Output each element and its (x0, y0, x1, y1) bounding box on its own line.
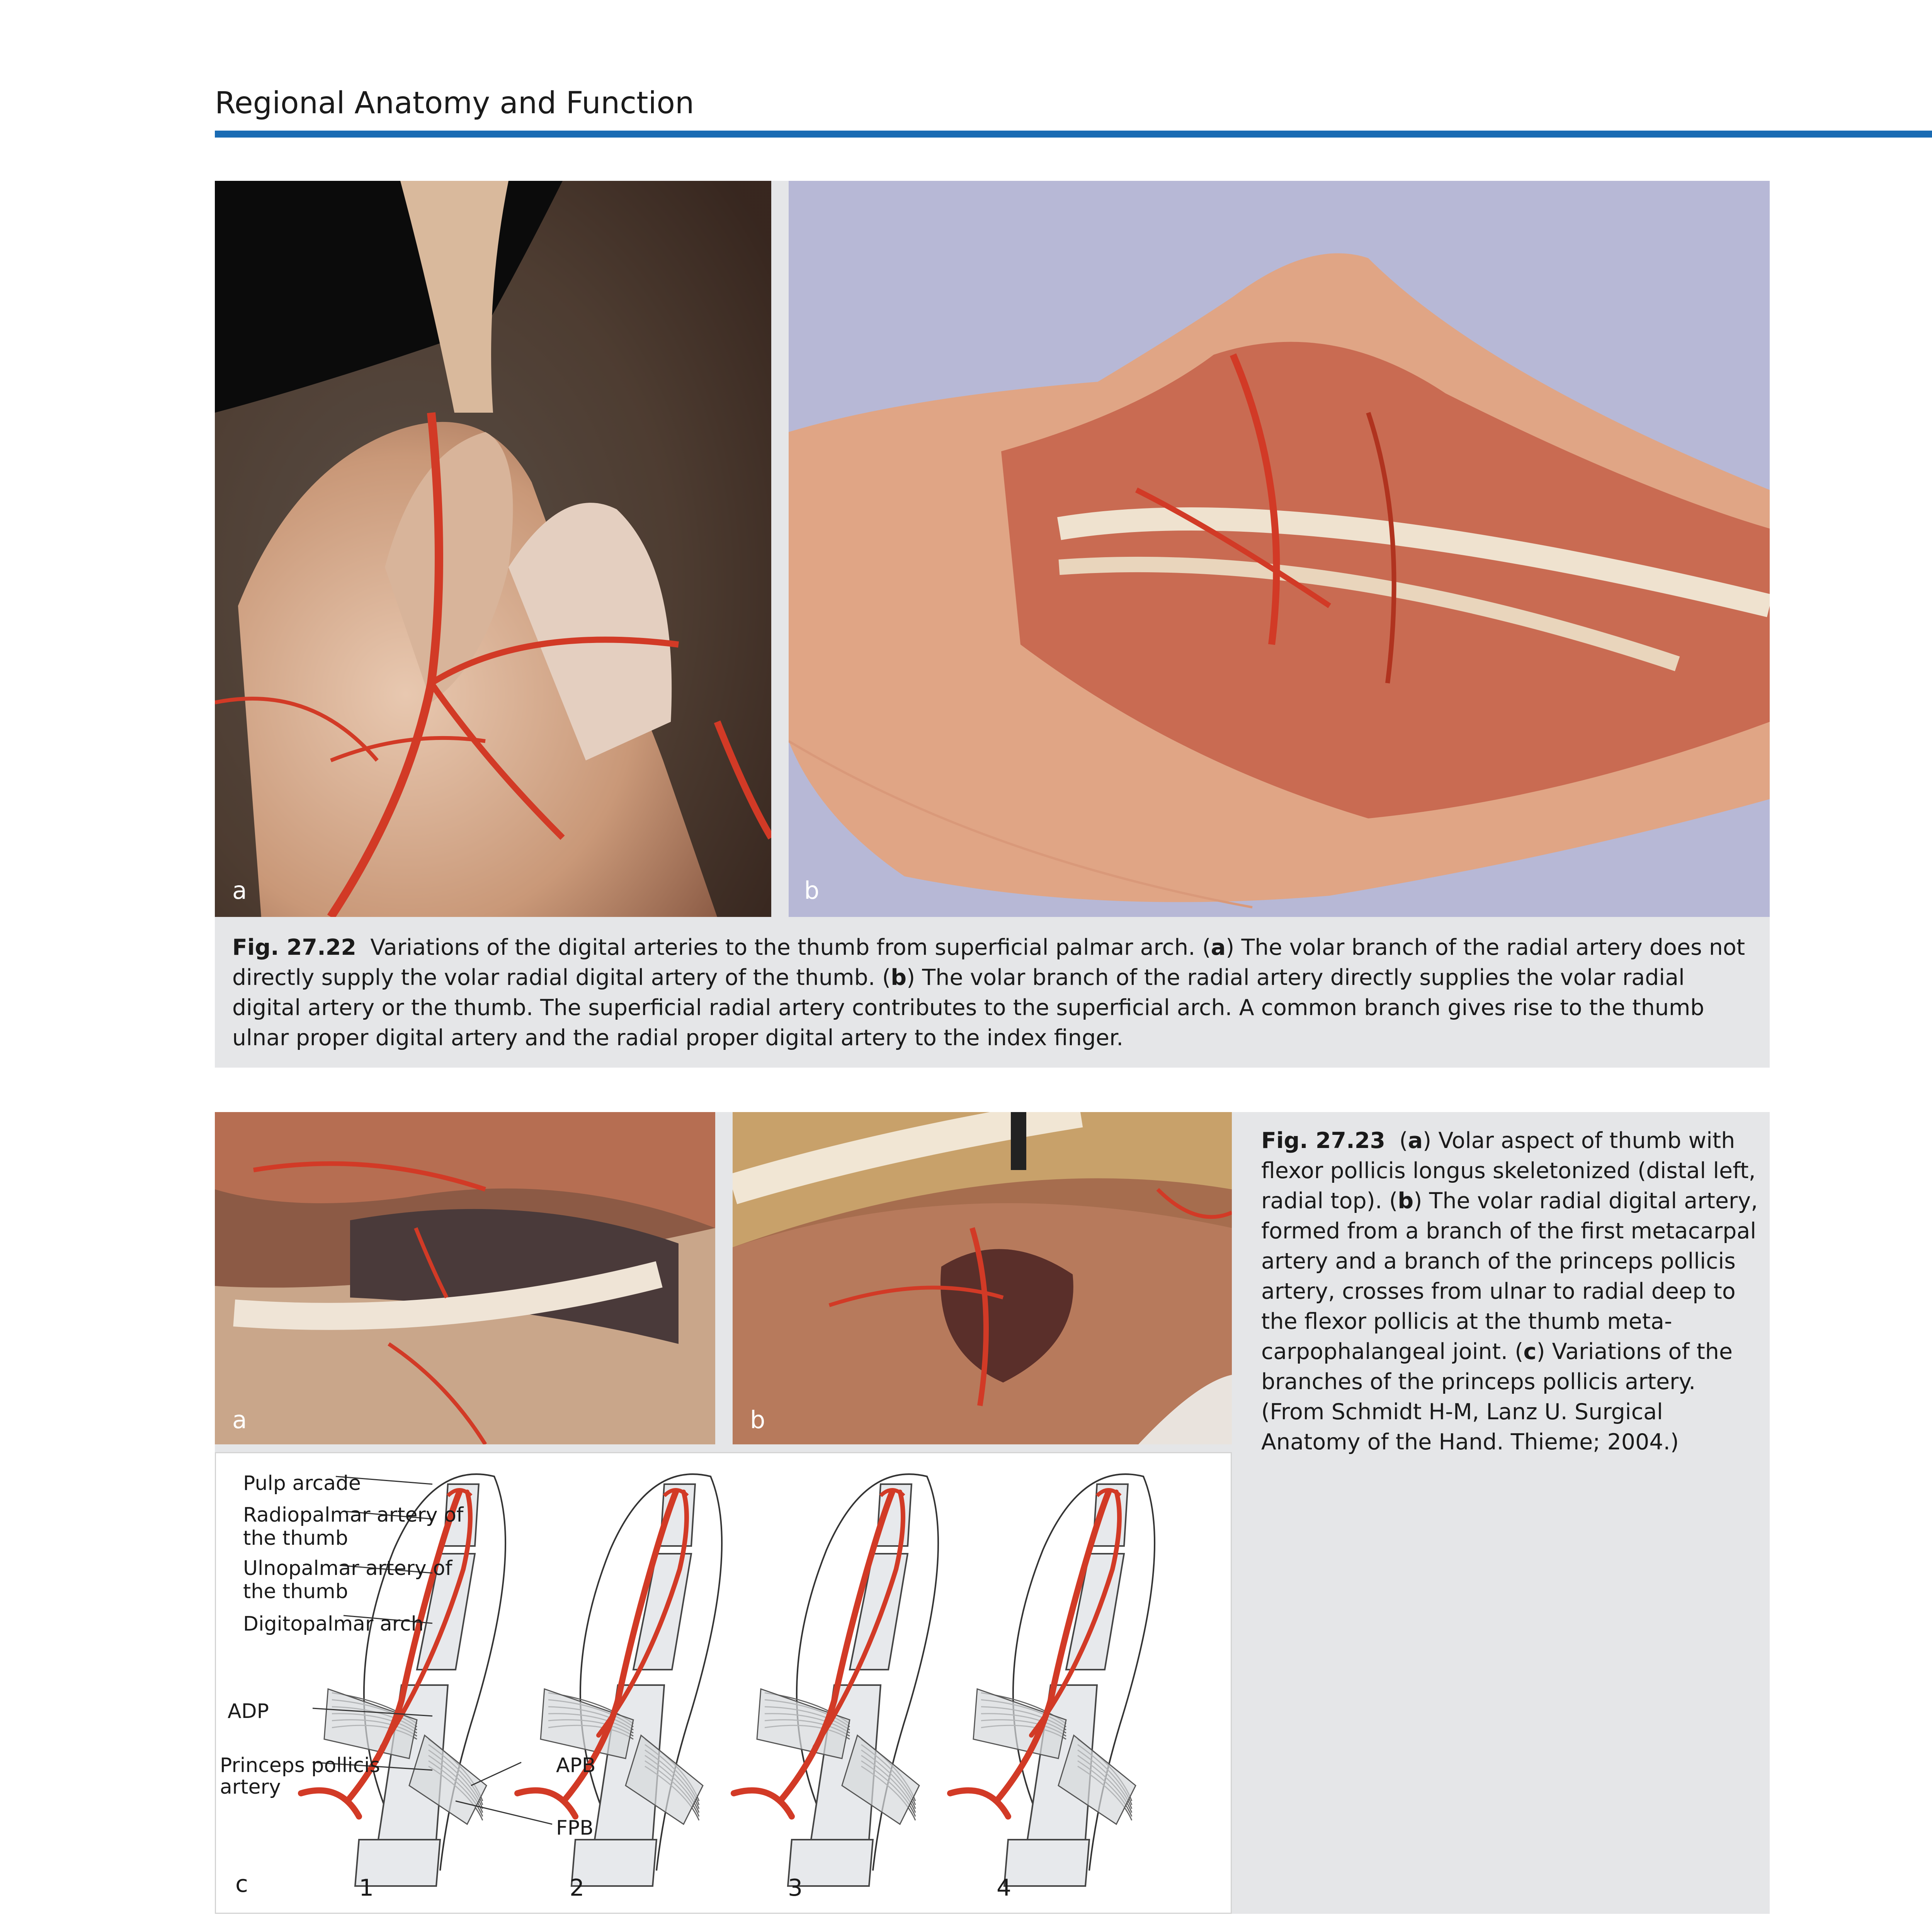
figure-27-23-caption (1261, 1126, 1760, 1457)
label-digitopalmar-arch: Digitopalmar arch (243, 1612, 424, 1636)
figure-27-22-photo-a (215, 181, 771, 917)
header-rule (215, 131, 1932, 138)
thumb-diagram-2 (517, 1474, 722, 1886)
caption-text: ) The volar branch of the radial artery does not directly supply the volar radial digital artery of the thumb. ( (232, 935, 1745, 990)
caption-text: ) The volar radial digital artery, formed from a branch of the first metacarpal artery and a branch of the princeps pollicis artery, crosses from ulnar to radial deep to the flexor pollicis at the thumb metacarpophalangeal joint. ( (1261, 1188, 1758, 1364)
caption-text: ( (1399, 1128, 1408, 1153)
panel-label-b: b (804, 876, 820, 905)
caption-text: ) The volar branch of the radial artery directly supplies the volar radial digital artery or the thumb. The superficial radial artery contributes to the superficial arch. A common branch gives rise to the thumb ulnar proper digital artery and the radial proper digital artery to the index finger. (232, 965, 1704, 1051)
label-apb: APB (556, 1754, 596, 1777)
label-ulnopalmar-artery: Ulnopalmar artery of (243, 1557, 452, 1580)
label-radiopalmar-artery-2: the thumb (243, 1527, 348, 1550)
caption-ref: a (1408, 1128, 1423, 1153)
label-princeps-pollicis-2: artery (220, 1776, 281, 1799)
variant-number-1: 1 (359, 1874, 374, 1901)
variant-number-3: 3 (788, 1874, 803, 1901)
caption-text: ) Volar aspect of thumb with flexor pollicis longus skeletonized (distal left, radial top). ( (1261, 1128, 1756, 1214)
running-head: Regional Anatomy and Function (215, 86, 694, 121)
label-ulnopalmar-artery-2: the thumb (243, 1580, 348, 1603)
figure-27-22-caption (232, 932, 1755, 1053)
caption-text: Variations of the digital arteries to the thumb from superficial palmar arch. ( (370, 935, 1211, 960)
panel-label-a: a (232, 1406, 247, 1434)
thumb-diagram-4 (950, 1474, 1155, 1886)
label-fpb: FPB (556, 1816, 594, 1840)
panel-label-a: a (232, 876, 247, 905)
label-pulp-arcade: Pulp arcade (243, 1472, 361, 1495)
variant-number-4: 4 (997, 1874, 1012, 1901)
caption-ref: b (891, 965, 907, 990)
figure-27-23-diagram-c (215, 1452, 1232, 1914)
figure-27-23-photo-b (733, 1112, 1232, 1444)
figure-label: Fig. 27.23 (1261, 1128, 1386, 1153)
label-princeps-pollicis: Princeps pollicis (220, 1754, 380, 1777)
panel-label-b: b (750, 1406, 765, 1434)
caption-ref: a (1211, 935, 1226, 960)
figure-label: Fig. 27.22 (232, 935, 357, 960)
figure-27-22 (215, 181, 1770, 1068)
label-adp: ADP (228, 1700, 269, 1723)
caption-ref: b (1398, 1188, 1414, 1214)
variant-number-2: 2 (570, 1874, 585, 1901)
label-radiopalmar-artery: Radiopalmar artery of (243, 1503, 464, 1527)
caption-text: ) Variations of the branches of the princeps pollicis artery. (From Schmidt H-M, Lanz U. Surgical Anatomy of the Hand. Thieme; 2004.) (1261, 1339, 1733, 1455)
thumb-diagram-3 (734, 1474, 938, 1886)
caption-ref: c (1523, 1339, 1537, 1364)
figure-27-23-photo-a (215, 1112, 715, 1444)
figure-27-22-photo-b (789, 181, 1770, 917)
panel-label-c: c (235, 1871, 248, 1898)
